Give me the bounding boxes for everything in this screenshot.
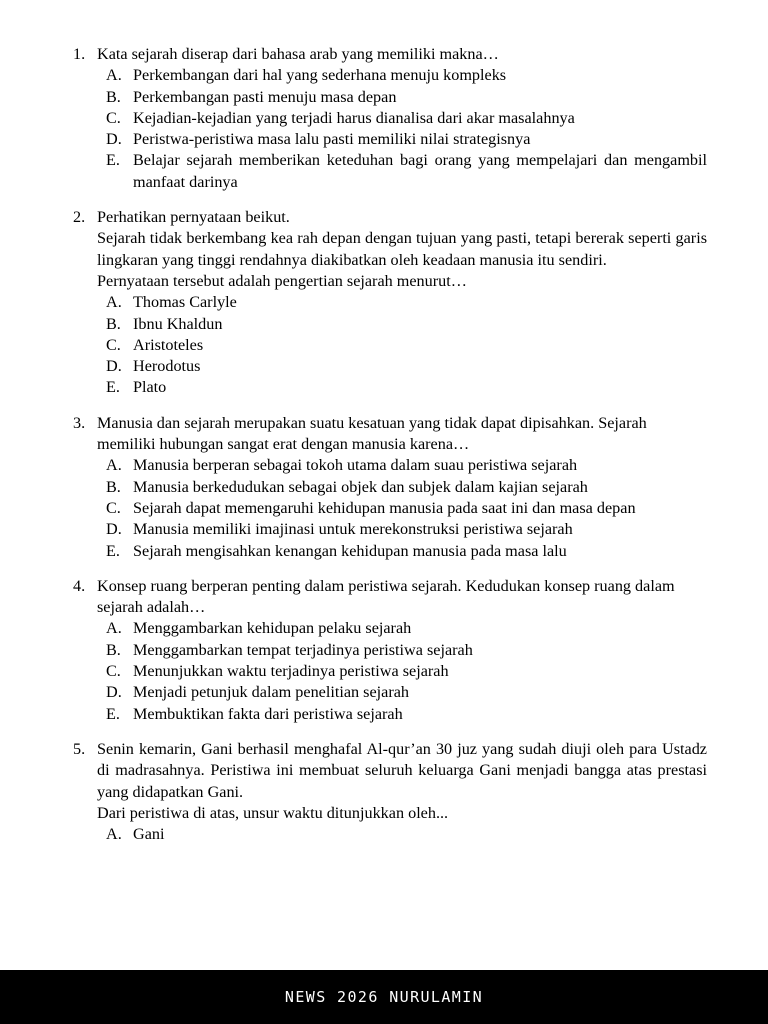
option-text: Herodotus — [133, 357, 201, 376]
option-letter: B. — [106, 640, 121, 659]
option-letter: A. — [106, 66, 122, 85]
question-number: 1. — [73, 45, 86, 63]
option-text: Plato — [133, 378, 167, 397]
option-list — [61, 65, 707, 193]
option-text: Menggambarkan tempat terjadinya peristiwa sejarah — [133, 640, 473, 659]
question-stem — [61, 207, 707, 292]
option-items — [97, 292, 707, 398]
footer-watermark-bar — [0, 970, 768, 1024]
option-item[interactable] — [97, 356, 707, 377]
option-letter: D. — [106, 130, 122, 149]
option-letter: D. — [106, 683, 122, 702]
option-item[interactable] — [97, 498, 707, 519]
question-text-line: Senin kemarin, Gani berhasil menghafal Al-qur’an 30 juz yang sudah diuji oleh para Ustadz di madrasahnya. Peristiwa ini membuat seluruh keluarga Gani menjadi bangga atas prestasi yang didapatkan Gani. — [97, 739, 707, 801]
option-text: Perkembangan dari hal yang sederhana menuju kompleks — [133, 66, 507, 85]
option-item[interactable] — [97, 108, 707, 129]
question-list — [61, 44, 707, 845]
question-stem — [61, 44, 707, 65]
option-items — [97, 824, 707, 845]
option-letter: B. — [106, 477, 121, 496]
option-letter: D. — [106, 357, 122, 376]
question-number: 2. — [73, 208, 86, 227]
option-letter: A. — [106, 825, 122, 844]
question-block — [61, 207, 707, 399]
option-letter: C. — [106, 335, 121, 354]
option-text: Sejarah mengisahkan kenangan kehidupan manusia pada masa lalu — [133, 541, 567, 560]
question-block — [61, 739, 707, 845]
option-letter: C. — [106, 662, 121, 681]
question-text-line: Perhatikan pernyataan beikut. — [97, 208, 290, 227]
question-text — [97, 207, 707, 292]
option-text: Manusia memiliki imajinasi untuk merekonstruksi peristiwa sejarah — [133, 520, 573, 539]
option-items — [97, 65, 707, 193]
option-letter: D. — [106, 520, 122, 539]
option-letter: C. — [106, 498, 121, 517]
option-list — [61, 292, 707, 398]
option-item[interactable] — [97, 335, 707, 356]
question-number: 3. — [73, 413, 86, 432]
option-list — [61, 455, 707, 561]
question-block — [61, 413, 707, 562]
question-text-line: Pernyataan tersebut adalah pengertian sejarah menurut… — [97, 271, 467, 290]
option-text: Manusia berkedudukan sebagai objek dan subjek dalam kajian sejarah — [133, 477, 588, 496]
option-text: Thomas Carlyle — [133, 293, 237, 312]
question-number: 4. — [73, 576, 86, 595]
question-stem — [61, 413, 707, 456]
option-item[interactable] — [97, 824, 707, 845]
option-item[interactable] — [97, 477, 707, 498]
footer-watermark-text: NEWS 2026 NURULAMIN — [284, 988, 484, 1006]
question-block — [61, 44, 707, 193]
option-item[interactable] — [97, 704, 707, 725]
question-text — [97, 44, 707, 65]
option-text: Ibnu Khaldun — [133, 314, 223, 333]
option-item[interactable] — [97, 682, 707, 703]
option-list — [61, 824, 707, 845]
option-letter: E. — [106, 541, 120, 560]
option-item[interactable] — [97, 314, 707, 335]
question-text-line: Dari peristiwa di atas, unsur waktu ditunjukkan oleh... — [97, 803, 449, 822]
option-text: Kejadian-kejadian yang terjadi harus dianalisa dari akar masalahnya — [133, 108, 575, 127]
option-text: Menjadi petunjuk dalam penelitian sejarah — [133, 683, 409, 702]
option-item[interactable] — [97, 455, 707, 476]
option-item[interactable] — [97, 150, 707, 193]
option-items — [97, 618, 707, 724]
option-text: Peristwa-peristiwa masa lalu pasti memiliki nilai strategisnya — [133, 130, 531, 149]
option-text: Sejarah dapat memengaruhi kehidupan manusia pada saat ini dan masa depan — [133, 498, 636, 517]
option-item[interactable] — [97, 65, 707, 86]
question-stem — [61, 739, 707, 824]
option-item[interactable] — [97, 618, 707, 639]
question-block — [61, 576, 707, 725]
option-text: Belajar sejarah memberikan keteduhan bagi orang yang mempelajari dan mengambil manfaat darinya — [133, 151, 707, 191]
option-letter: A. — [106, 456, 122, 475]
option-letter: E. — [106, 151, 120, 170]
option-text: Menunjukkan waktu terjadinya peristiwa sejarah — [133, 662, 449, 681]
option-item[interactable] — [97, 129, 707, 150]
question-text-line: Konsep ruang berperan penting dalam peristiwa sejarah. Kedudukan konsep ruang dalam sejarah adalah… — [97, 576, 675, 617]
question-stem — [61, 576, 707, 619]
option-letter: A. — [106, 619, 122, 638]
question-text — [97, 739, 707, 824]
option-letter: E. — [106, 378, 120, 397]
question-number: 5. — [73, 739, 86, 758]
option-text: Perkembangan pasti menuju masa depan — [133, 87, 397, 106]
option-item[interactable] — [97, 541, 707, 562]
option-item[interactable] — [97, 292, 707, 313]
option-letter: C. — [106, 108, 121, 127]
option-items — [97, 455, 707, 561]
option-item[interactable] — [97, 519, 707, 540]
option-letter: E. — [106, 704, 120, 723]
question-text — [97, 413, 707, 456]
option-letter: B. — [106, 314, 121, 333]
question-text-line: Sejarah tidak berkembang kea rah depan dengan tujuan yang pasti, tetapi bererak seperti garis lingkaran yang tinggi rendahnya diakibatkan oleh keadaan manusia itu sendiri. — [97, 229, 707, 269]
option-text: Menggambarkan kehidupan pelaku sejarah — [133, 619, 412, 638]
option-item[interactable] — [97, 640, 707, 661]
option-text: Manusia berperan sebagai tokoh utama dalam suau peristiwa sejarah — [133, 456, 578, 475]
option-text: Membuktikan fakta dari peristiwa sejarah — [133, 704, 403, 723]
option-list — [61, 618, 707, 724]
option-text: Aristoteles — [133, 335, 204, 354]
option-item[interactable] — [97, 661, 707, 682]
option-letter: B. — [106, 87, 121, 106]
option-item[interactable] — [97, 87, 707, 108]
question-text-line: Manusia dan sejarah merupakan suatu kesatuan yang tidak dapat dipisahkan. Sejarah memiliki hubungan sangat erat dengan manusia karena… — [97, 413, 647, 454]
question-text — [97, 576, 707, 619]
option-letter: A. — [106, 293, 122, 312]
option-item[interactable] — [97, 377, 707, 398]
option-text: Gani — [133, 825, 165, 844]
question-text-line: Kata sejarah diserap dari bahasa arab yang memiliki makna… — [97, 45, 499, 63]
